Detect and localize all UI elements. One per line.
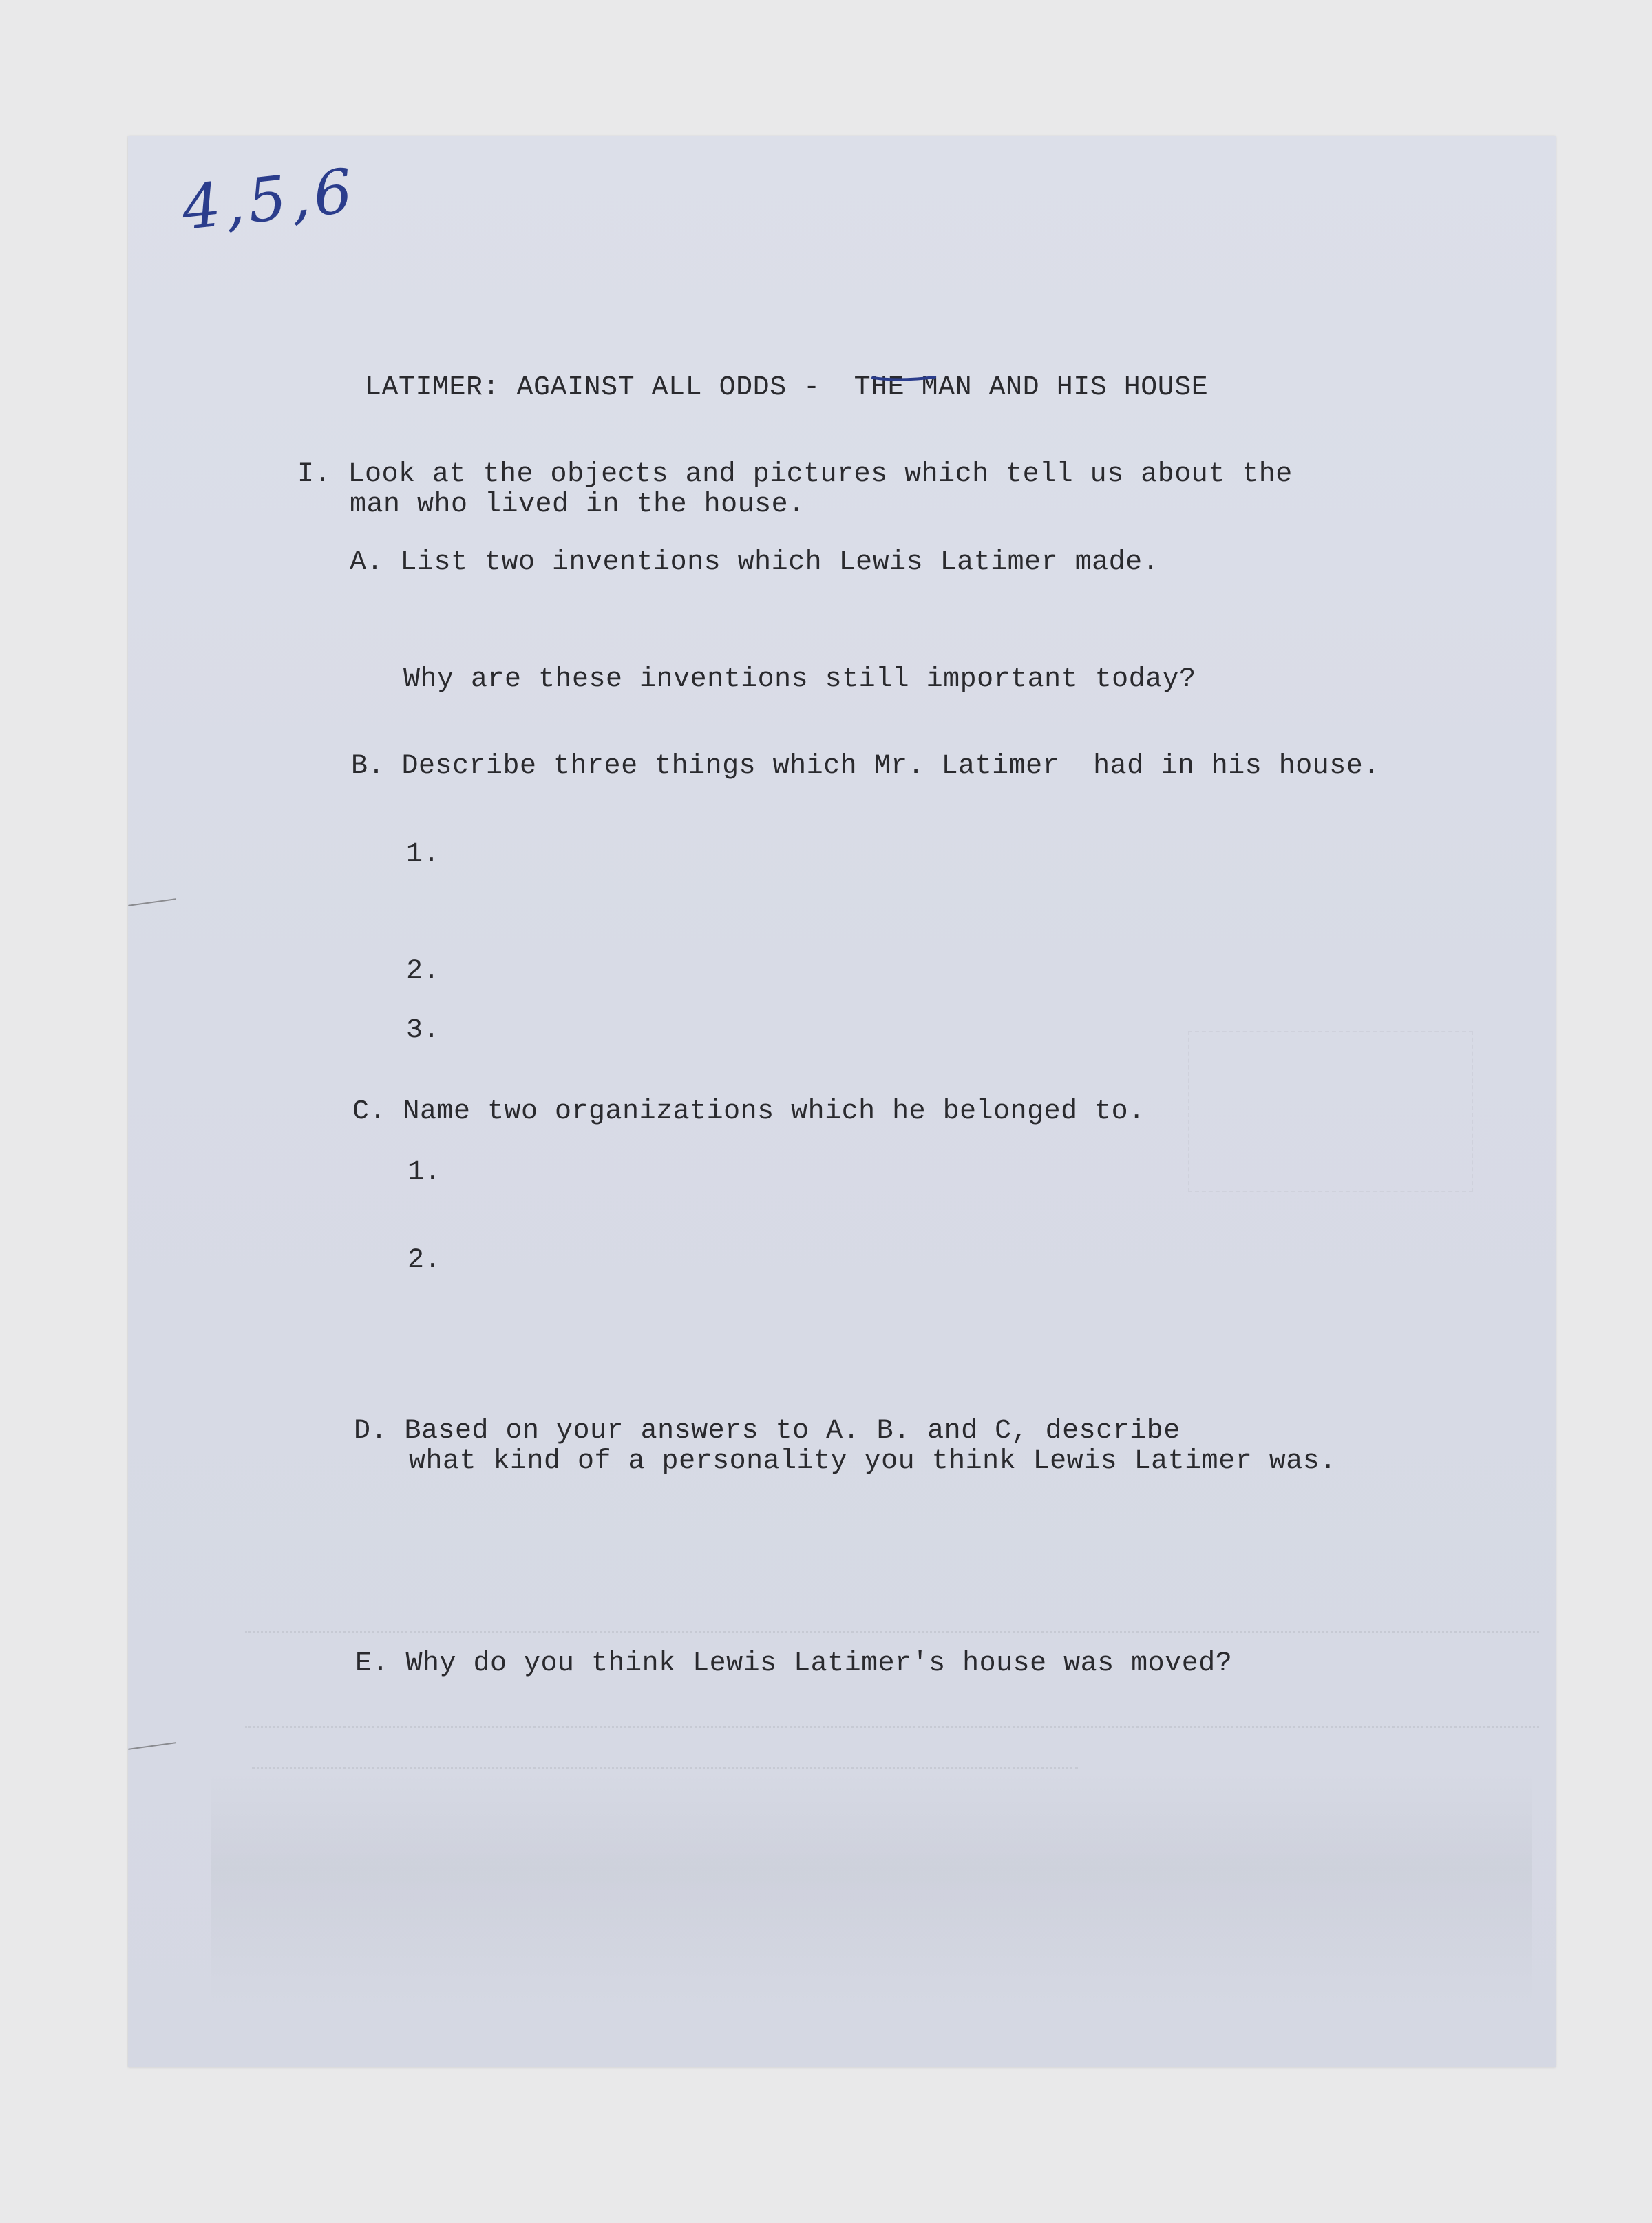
bleed-through-dotted-line [245, 1726, 1539, 1728]
title-suffix: AND HIS HOUSE [972, 372, 1209, 403]
question-d-line-2: what kind of a personality you think Lewis Latimer was. [409, 1446, 1337, 1477]
question-d-line-1: D. Based on your answers to A. B. and C, describe [354, 1416, 1180, 1447]
question-c: C. Name two organizations which he belonged to. [352, 1096, 1145, 1127]
question-c-item-2: 2. [407, 1245, 442, 1276]
bleed-through-dotted-line [252, 1767, 1078, 1769]
question-e: E. Why do you think Lewis Latimer's house was moved? [355, 1648, 1233, 1679]
title-prefix: LATIMER: AGAINST ALL ODDS - THE [365, 372, 922, 403]
question-a: A. List two inventions which Lewis Latimer made. [350, 547, 1160, 578]
title-underlined-word: MAN [921, 372, 973, 403]
question-b-item-1: 1. [406, 839, 441, 870]
document-title [297, 343, 1208, 434]
margin-mark [128, 898, 176, 906]
question-b-item-2: 2. [406, 956, 441, 987]
bleed-through-box [1188, 1031, 1473, 1192]
bleed-through-shading [211, 1774, 1532, 2008]
question-a-followup: Why are these inventions still important today? [403, 664, 1196, 695]
question-c-item-1: 1. [407, 1157, 442, 1188]
question-b-item-3: 3. [406, 1015, 441, 1046]
section-i-line-2: man who lived in the house. [350, 489, 805, 520]
handwritten-page-numbers: 4,5,6 [178, 155, 360, 244]
bleed-through-dotted-line [245, 1631, 1539, 1633]
document-page [128, 136, 1556, 2067]
pen-underline [871, 374, 940, 383]
question-b: B. Describe three things which Mr. Latimer had in his house. [351, 751, 1380, 782]
section-i-line-1: I. Look at the objects and pictures which tell us about the [297, 459, 1293, 490]
margin-mark [128, 1742, 176, 1750]
